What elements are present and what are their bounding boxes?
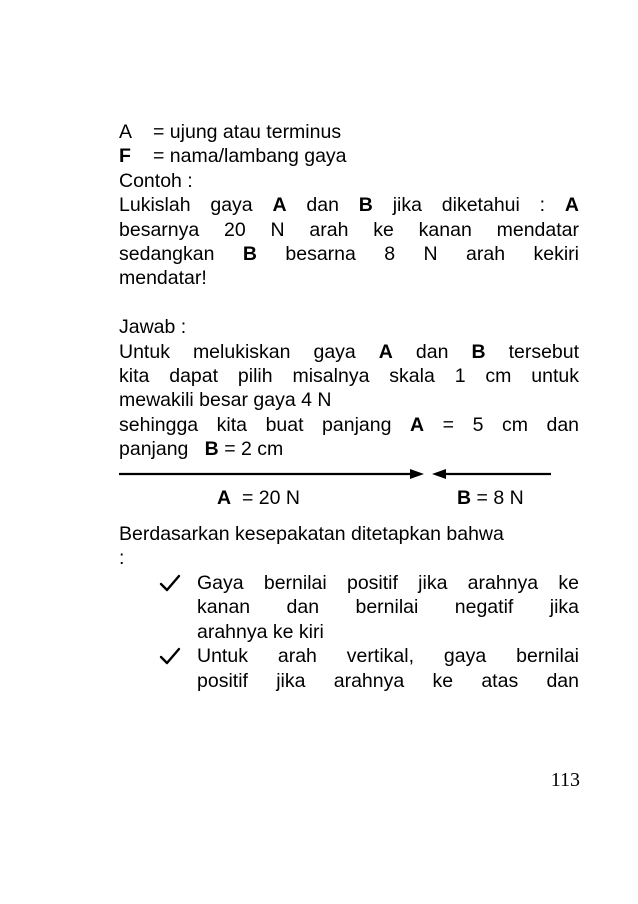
answer-line: sehingga kita buat panjang A = 5 cm dan xyxy=(119,413,580,436)
list-item xyxy=(159,644,579,693)
problem-line: sedangkan B besarna 8 N arah kekiri xyxy=(119,243,580,266)
vector-a-arrowhead xyxy=(410,469,424,479)
vector-b-arrowhead xyxy=(432,469,446,479)
list-item xyxy=(159,571,579,644)
list-item-line: Untuk arah vertikal, gaya bernilai xyxy=(197,645,579,668)
agreement-line: : xyxy=(119,547,125,570)
page-number: 113 xyxy=(550,769,580,791)
definition-key: F xyxy=(119,145,131,168)
problem-line: mendatar! xyxy=(119,267,207,290)
list-item-line: positif jika arahnya ke atas dan xyxy=(197,669,579,692)
definition-text: = ujung atau terminus xyxy=(153,121,342,143)
vector-b-label: B = 8 N xyxy=(457,486,524,509)
answer-label: Jawab : xyxy=(119,316,187,339)
answer-line: Untuk melukiskan gaya A dan B tersebut xyxy=(119,340,580,363)
example-label: Contoh : xyxy=(119,169,193,192)
list-item-line: Gaya bernilai positif jika arahnya ke xyxy=(197,571,579,594)
list-item-line: arahnya ke kiri xyxy=(197,620,324,643)
problem-line: Lukislah gaya A dan B jika diketahui : A xyxy=(119,194,580,217)
answer-line: panjang B = 2 cm xyxy=(119,438,284,461)
list-item-line: kanan dan bernilai negatif jika xyxy=(197,596,579,619)
vector-a-label: A = 20 N xyxy=(217,486,300,509)
answer-line: mewakili besar gaya 4 N xyxy=(119,389,332,412)
definition-row xyxy=(119,144,579,168)
checkmark-icon xyxy=(159,571,181,595)
agreement-line: Berdasarkan kesepakatan ditetapkan bahwa xyxy=(119,523,504,546)
definition-key: A xyxy=(119,121,133,143)
force-vectors-svg xyxy=(119,462,579,486)
problem-line: besarnya 20 N arah ke kanan mendatar xyxy=(119,218,579,241)
definition-text: = nama/lambang gaya xyxy=(153,145,347,168)
page-content xyxy=(119,120,579,693)
definition-row xyxy=(119,120,579,144)
rules-list xyxy=(159,571,579,693)
force-vector-diagram xyxy=(119,462,579,509)
answer-line: kita dapat pilih misalnya skala 1 cm untuk xyxy=(119,365,579,388)
blank-line xyxy=(119,291,579,315)
checkmark-icon xyxy=(159,644,181,668)
